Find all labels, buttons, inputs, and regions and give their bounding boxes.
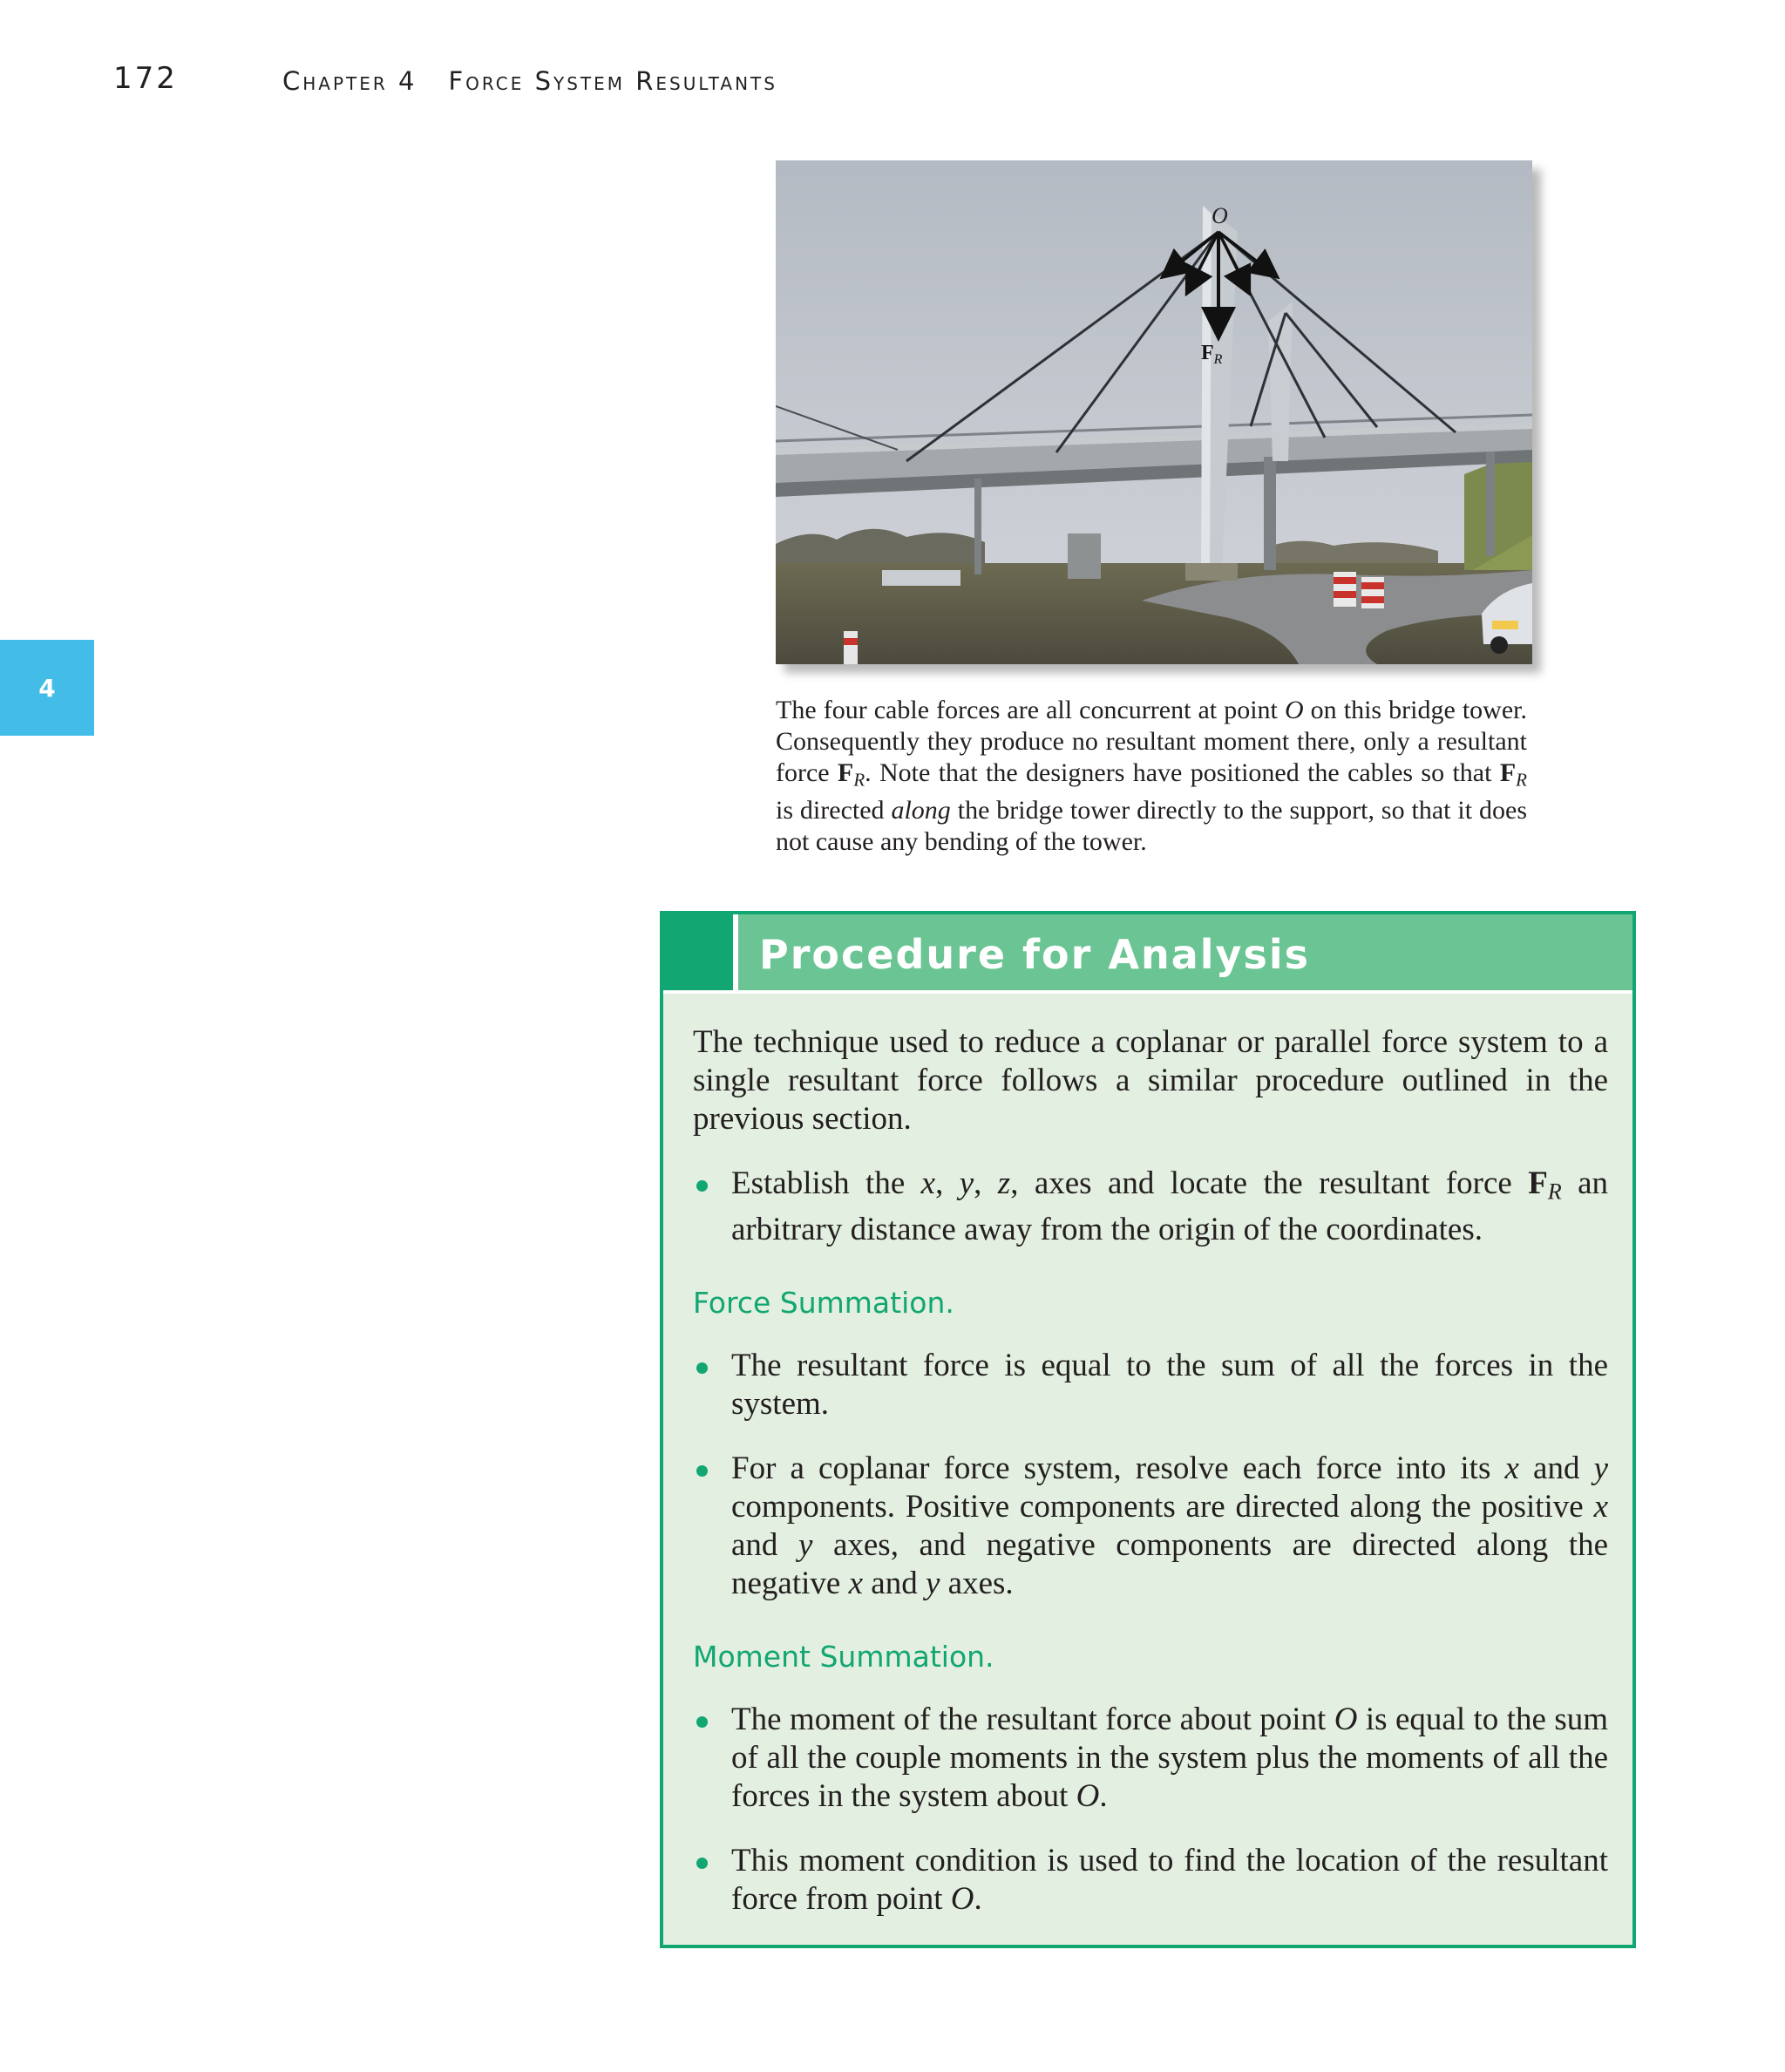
utility-box xyxy=(1068,533,1101,579)
moment-summation-heading: Moment Summation. xyxy=(693,1640,994,1675)
panel-body xyxy=(693,1023,1608,1919)
page-number: 172 xyxy=(113,61,178,96)
chapter-label: Chapter 4 xyxy=(282,66,417,96)
pier xyxy=(1264,457,1276,570)
procedure-panel xyxy=(660,911,1636,1948)
list-item: For a coplanar force system, resolve each force into its x and y components. Positive components are directed along the positive x and y axes, and negative components are directed along the negative x and y axes. xyxy=(693,1450,1608,1603)
list-item: The moment of the resultant force about point O is equal to the sum of all the couple moments in the system plus the moments of all the forces in the system about O. xyxy=(693,1701,1608,1816)
moment-summation-list xyxy=(693,1701,1608,1919)
chapter-tab: 4 xyxy=(0,640,94,736)
intro-paragraph: The technique used to reduce a coplanar or parallel force system to a single resultant force follows a similar procedure outlined in the previous section. xyxy=(693,1024,1608,1137)
chapter-title: Force System Resultants xyxy=(448,66,777,96)
fr-symbol: $F_R$ xyxy=(837,758,865,791)
bridge-photo xyxy=(776,160,1532,664)
force-resultant-label: $F_R$ xyxy=(1201,342,1223,367)
list-item: The resultant force is equal to the sum of all the forces in the system. xyxy=(693,1347,1608,1423)
list-item: This moment condition is used to find the location of the resultant force from point O. xyxy=(693,1842,1608,1919)
figure-caption: The four cable forces are all concurrent at point O on this bridge tower. Consequently they produce no resultant moment there, only a resultant force $F_R$. Note that the designers have positioned the cables so that $F_R$ is directed along the bridge tower directly to the support, so that it does not cause any bending of the tower. xyxy=(776,696,1527,857)
running-head xyxy=(282,66,777,96)
point-o-label: O xyxy=(1211,203,1228,228)
list-item: Establish the x, y, z, axes and locate the resultant force $F_R$ an arbitrary distance away from the origin of the coordinates. xyxy=(693,1165,1608,1249)
pier xyxy=(974,479,981,574)
force-summation-list xyxy=(693,1347,1608,1603)
bullet-icon xyxy=(696,1180,708,1192)
panel-header xyxy=(663,914,1632,994)
fr-symbol: $F_R$ xyxy=(1528,1165,1562,1205)
bullet-icon xyxy=(696,1362,708,1374)
force-summation-heading: Force Summation. xyxy=(693,1286,954,1321)
setup-list xyxy=(693,1165,1608,1249)
fr-symbol: $F_R$ xyxy=(1499,758,1527,791)
bullet-icon xyxy=(696,1716,708,1728)
bullet-icon xyxy=(696,1858,708,1869)
bridge-tower-illustration xyxy=(776,160,1532,664)
bullet-icon xyxy=(696,1465,708,1477)
panel-title: Procedure for Analysis xyxy=(759,931,1311,978)
